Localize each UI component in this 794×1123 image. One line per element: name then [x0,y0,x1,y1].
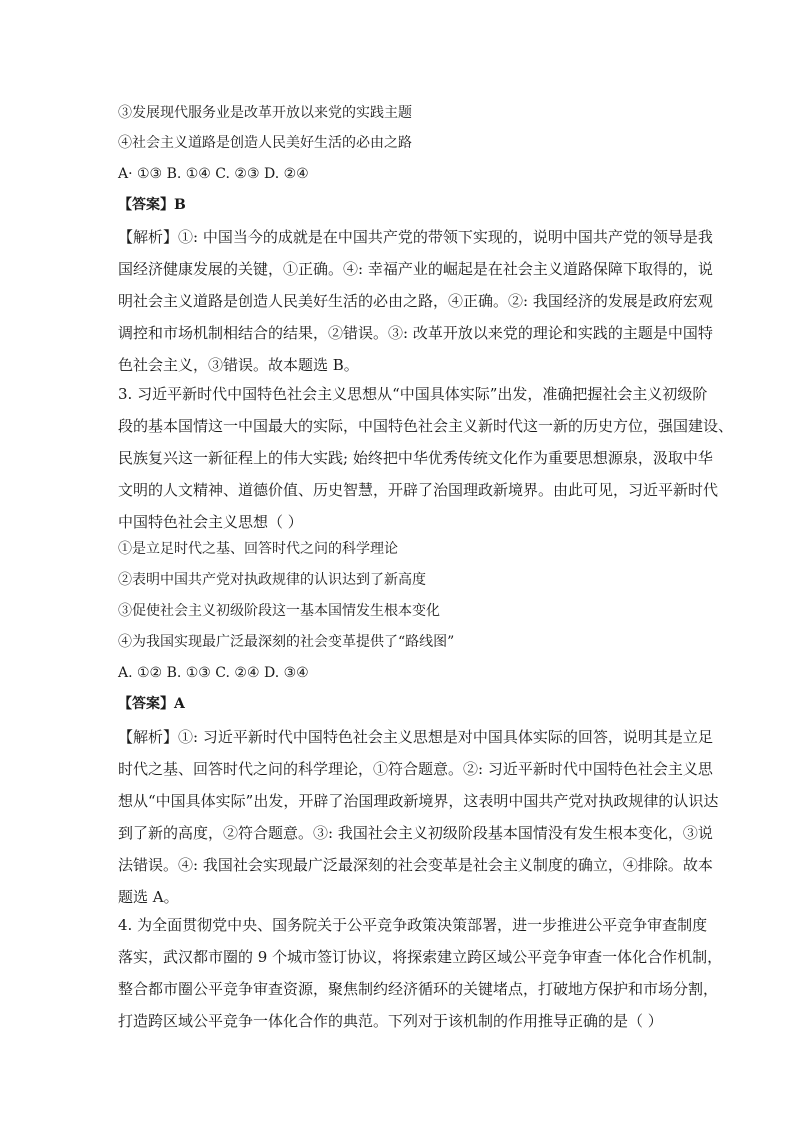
q3-analysis-line: 法错误。④: 我国社会实现最广泛最深刻的社会变革是社会主义制度的确立，④排除。故本 [118,856,713,874]
q3-option-2: ②表明中国共产党对执政规律的认识达到了新高度 [118,572,426,588]
q4-stem-line: 落实，武汉都市圈的 9 个城市签订协议，将探索建立跨区域公平竞争审查一体化合作机制， [118,948,723,966]
q2-analysis [118,221,713,381]
q3-stem [118,378,734,538]
q2-option-3: ③发展现代服务业是改革开放以来党的实践主题 [118,105,412,121]
q3-choices: A. ①② B. ①③ C. ②④ D. ③④ [118,665,309,681]
q2-analysis-line: 色社会主义，③错误。故本题选 B。 [118,356,359,374]
q4-stem-line: 整合都市圈公平竞争审查资源，聚焦制约经济循环的关键堵点，打破地方保护和市场分割， [118,980,719,998]
q4-stem-line: 4. 为全面贯彻党中央、国务院关于公平竞争政策决策部署，进一步推进公平竞争审查制度 [118,916,708,934]
q3-analysis-line: 想从“中国具体实际”出发，开辟了治国理政新境界，这表明中国共产党对执政规律的认识达 [118,792,719,810]
q2-option-4: ④社会主义道路是创造人民美好生活的必由之路 [118,135,412,151]
q3-analysis-line: 题选 A。 [118,888,179,906]
q3-analysis-line: 到了新的高度，②符合题意。③: 我国社会主义初级阶段基本国情没有发生根本变化，③说 [118,824,713,842]
q3-stem-line: 3. 习近平新时代中国特色社会主义思想从“中国具体实际”出发，准确把握社会主义初级阶 [118,385,708,403]
q2-choices: A· ①③ B. ①④ C. ②③ D. ②④ [118,166,309,182]
q3-stem-line: 段的基本国情这一中国最大的实际，中国特色社会主义新时代这一新的历史方位，强国建设、 [118,417,734,435]
q2-analysis-line: 调控和市场机制相结合的结果，②错误。③: 改革开放以来党的理论和实践的主题是中国特 [118,324,713,342]
q2-analysis-line: 【解析】①: 中国当今的成就是在中国共产党的带领下实现的，说明中国共产党的领导是我 [118,228,713,246]
q3-option-3: ③促使社会主义初级阶段这一基本国情发生根本变化 [118,603,440,619]
q2-answer: 【答案】B [118,197,186,213]
q3-answer: 【答案】A [118,696,185,712]
q3-stem-line: 中国特色社会主义思想（ ） [118,513,303,531]
q3-option-1: ①是立足时代之基、回答时代之问的科学理论 [118,541,398,557]
q2-analysis-line: 国经济健康发展的关键，①正确。④: 幸福产业的崛起是在社会主义道路保障下取得的，说 [118,260,713,278]
q4-stem-line: 打造跨区域公平竞争一体化合作的典范。下列对于该机制的作用推导正确的是（ ） [118,1012,663,1030]
q3-option-4: ④为我国实现最广泛最深刻的社会变革提供了“路线图” [118,634,455,650]
q3-analysis [118,721,719,913]
q3-analysis-line: 时代之基、回答时代之问的科学理论，①符合题意。②: 习近平新时代中国特色社会主义思 [118,760,713,778]
q2-analysis-line: 明社会主义道路是创造人民美好生活的必由之路，④正确。②: 我国经济的发展是政府宏观 [118,292,713,310]
q3-stem-line: 文明的人文精神、道德价值、历史智慧，开辟了治国理政新境界。由此可见，习近平新时代 [118,481,719,499]
q3-stem-line: 民族复兴这一新征程上的伟大实践; 始终把中华优秀传统文化作为重要思想源泉，汲取中华 [118,449,713,467]
q4-stem [118,909,723,1037]
q3-analysis-line: 【解析】①: 习近平新时代中国特色社会主义思想是对中国具体实际的回答，说明其是立足 [118,728,713,746]
